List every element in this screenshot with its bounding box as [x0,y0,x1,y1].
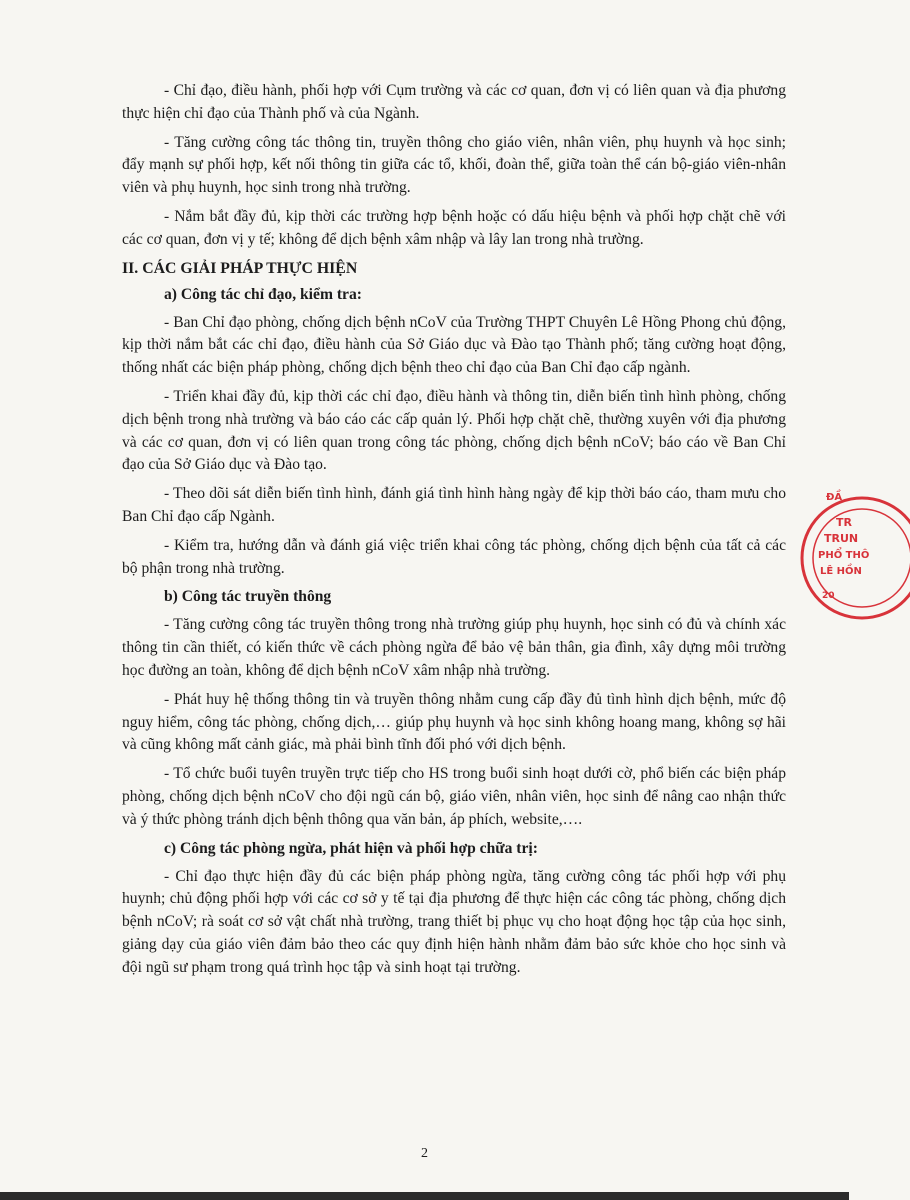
section-a-heading: a) Công tác chỉ đạo, kiểm tra: [164,285,362,303]
section-a-paragraph-2: - Triển khai đầy đủ, kịp thời các chỉ đạo, điều hành và thông tin, diễn biến tình hình phòng, chống dịch bệnh trong nhà trường và báo cáo các cấp quản lý. Phối hợp chặt chẽ, thường xuyên với địa phương và các cơ quan, đơn vị có liên quan trong công tác phòng, chống dịch bệnh nCoV; báo cáo về Ban Chỉ đạo của Sở Giáo dục và Đào tạo. [122,387,786,474]
section-b-paragraph-2: - Phát huy hệ thống thông tin và truyền thông nhằm cung cấp đầy đủ tình hình dịch bệnh, mức độ nguy hiểm, công tác phòng, chống dịch,… giúp phụ huynh và học sinh không hoang mang, không sợ hãi và cũng không mất cảnh giác, mà phải bình tĩnh đối phó với dịch bệnh. [122,690,786,754]
section-a-paragraph-1: - Ban Chỉ đạo phòng, chống dịch bệnh nCoV của Trường THPT Chuyên Lê Hồng Phong chủ động, kịp thời nắm bắt các chỉ đạo, điều hành của Sở Giáo dục và Đào tạo Thành phố; tăng cường hoạt động, thống nhất các biện pháp phòng, chống dịch bệnh theo chỉ đạo của Ban Chỉ đạo cấp ngành. [122,313,786,377]
section-heading: II. CÁC GIẢI PHÁP THỰC HIỆN [122,259,358,277]
official-seal-stamp [800,478,910,638]
scan-edge [0,1192,849,1200]
section-b-paragraph-3: - Tổ chức buổi tuyên truyền trực tiếp cho HS trong buổi sinh hoạt dưới cờ, phổ biến các biện pháp phòng, chống dịch bệnh nCoV cho đội ngũ cán bộ, giáo viên, nhân viên, học sinh để nâng cao nhận thức và ý thức phòng tránh dịch bệnh thông qua văn bản, áp phích, website,…. [122,765,786,828]
paragraph-intro-2: - Tăng cường công tác thông tin, truyền thông cho giáo viên, nhân viên, phụ huynh và học sinh; đẩy mạnh sự phối hợp, kết nối thông tin giữa các tổ, khối, đoàn thể, giữa toàn thể cán bộ-giáo viên-nhân viên và phụ huynh, học sinh trong nhà trường. [122,133,786,197]
section-a-paragraph-4: - Kiểm tra, hướng dẫn và đánh giá việc triển khai công tác phòng, chống dịch bệnh của tất cả các bộ phận trong nhà trường. [122,536,786,577]
stamp-text-line-4: LÊ HỒN [820,566,862,577]
paragraph-intro-1: - Chỉ đạo, điều hành, phối hợp với Cụm trường và các cơ quan, đơn vị có liên quan và địa phương thực hiện chỉ đạo của Thành phố và của Ngành. [122,82,786,122]
section-b-heading: b) Công tác truyền thông [164,588,332,606]
page-number: 2 [421,1146,428,1161]
stamp-text-bottom: 20 [822,591,835,601]
section-b-paragraph-1: - Tăng cường công tác truyền thông trong nhà trường giúp phụ huynh, học sinh có đủ và chính xác thông tin cần thiết, có kiến thức về cách phòng ngừa để bảo vệ bản thân, gia đình, xây dựng môi trường học đường an toàn, không để dịch bệnh nCoV xâm nhập nhà trường. [122,616,786,679]
paragraph-intro-3: - Nắm bắt đầy đủ, kịp thời các trường hợp bệnh hoặc có dấu hiệu bệnh và phối hợp chặt chẽ với các cơ quan, đơn vị y tế; không để dịch bệnh xâm nhập và lây lan trong nhà trường. [122,207,786,248]
document-body [122,80,786,986]
section-c-paragraph-1: - Chỉ đạo thực hiện đầy đủ các biện pháp phòng ngừa, tăng cường công tác phối hợp với phụ huynh; chủ động phối hợp với các cơ sở y tế tại địa phương để thực hiện các công tác phòng, chống dịch bệnh nCoV; rà soát cơ sở vật chất nhà trường, trang thiết bị phục vụ cho hoạt động học tập của học sinh, giảng dạy của giáo viên đảm bảo theo các quy định hiện hành nhằm đảm bảo sức khỏe cho học sinh và đội ngũ sư phạm trong quá trình học tập và sinh hoạt tại trường. [122,867,786,976]
section-a-paragraph-3: - Theo dõi sát diễn biến tình hình, đánh giá tình hình hàng ngày để kịp thời báo cáo, tham mưu cho Ban Chỉ đạo cấp Ngành. [122,485,786,525]
stamp-text-line-2: TRUN [824,532,859,545]
stamp-text-line-1: TR [836,516,852,529]
section-c-heading: c) Công tác phòng ngừa, phát hiện và phối hợp chữa trị: [164,839,538,857]
stamp-text-top: ĐẦ [826,492,843,503]
stamp-text-line-3: PHỔ THÔ [818,550,870,561]
